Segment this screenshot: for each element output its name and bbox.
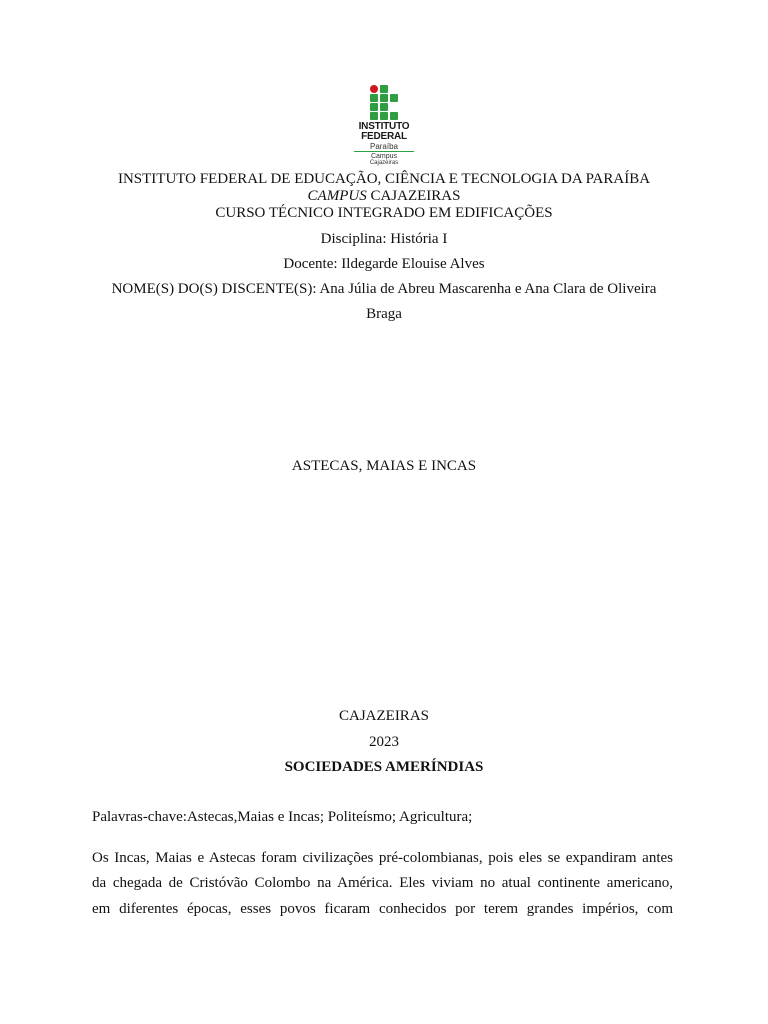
logo-text-instituto: INSTITUTO <box>358 121 410 132</box>
campus-name: CAJAZEIRAS <box>366 188 461 204</box>
city-line: CAJAZEIRAS <box>338 708 429 724</box>
institution-name: INSTITUTO FEDERAL DE EDUCAÇÃO, CIÊNCIA E TECNOLOGIA DA PARAÍBA <box>117 171 651 187</box>
students-line: NOME(S) DO(S) DISCENTE(S): Ana Júlia de Abreu Mascarenha e Ana Clara de Oliveira <box>111 281 657 297</box>
paragraph-line-2: da chegada de Cristóvão Colombo na América. Eles viviam no atual continente americano, <box>92 875 673 891</box>
logo-grid-icon <box>370 85 398 120</box>
logo-text-campus: Campus <box>370 153 398 160</box>
logo-divider <box>354 151 414 152</box>
logo-text-city: Cajazeiras <box>369 160 399 166</box>
logo-text-federal: FEDERAL <box>361 131 407 142</box>
institution-logo <box>352 85 416 169</box>
paragraph-line-1: Os Incas, Maias e Astecas foram civilizações pré-colombianas, pois eles se expandiram antes <box>92 850 673 866</box>
students-line-continued: Braga <box>366 306 402 322</box>
section-title: SOCIEDADES AMERÍNDIAS <box>284 759 484 775</box>
document-title: ASTECAS, MAIAS E INCAS <box>291 458 477 474</box>
campus-line <box>92 188 676 205</box>
paragraph-line-3: em diferentes épocas, esses povos ficaram conhecidos por terem grandes impérios, com <box>92 901 673 917</box>
keywords-line: Palavras-chave:Astecas,Maias e Incas; Politeísmo; Agricultura; <box>92 809 473 825</box>
logo-text-state: Paraíba <box>369 142 399 151</box>
discipline-line: Disciplina: História I <box>320 231 448 247</box>
course-name: CURSO TÉCNICO INTEGRADO EM EDIFICAÇÕES <box>215 205 553 221</box>
teacher-line: Docente: Ildegarde Elouise Alves <box>283 256 485 272</box>
year-line: 2023 <box>369 734 399 750</box>
campus-label: CAMPUS <box>307 188 367 204</box>
